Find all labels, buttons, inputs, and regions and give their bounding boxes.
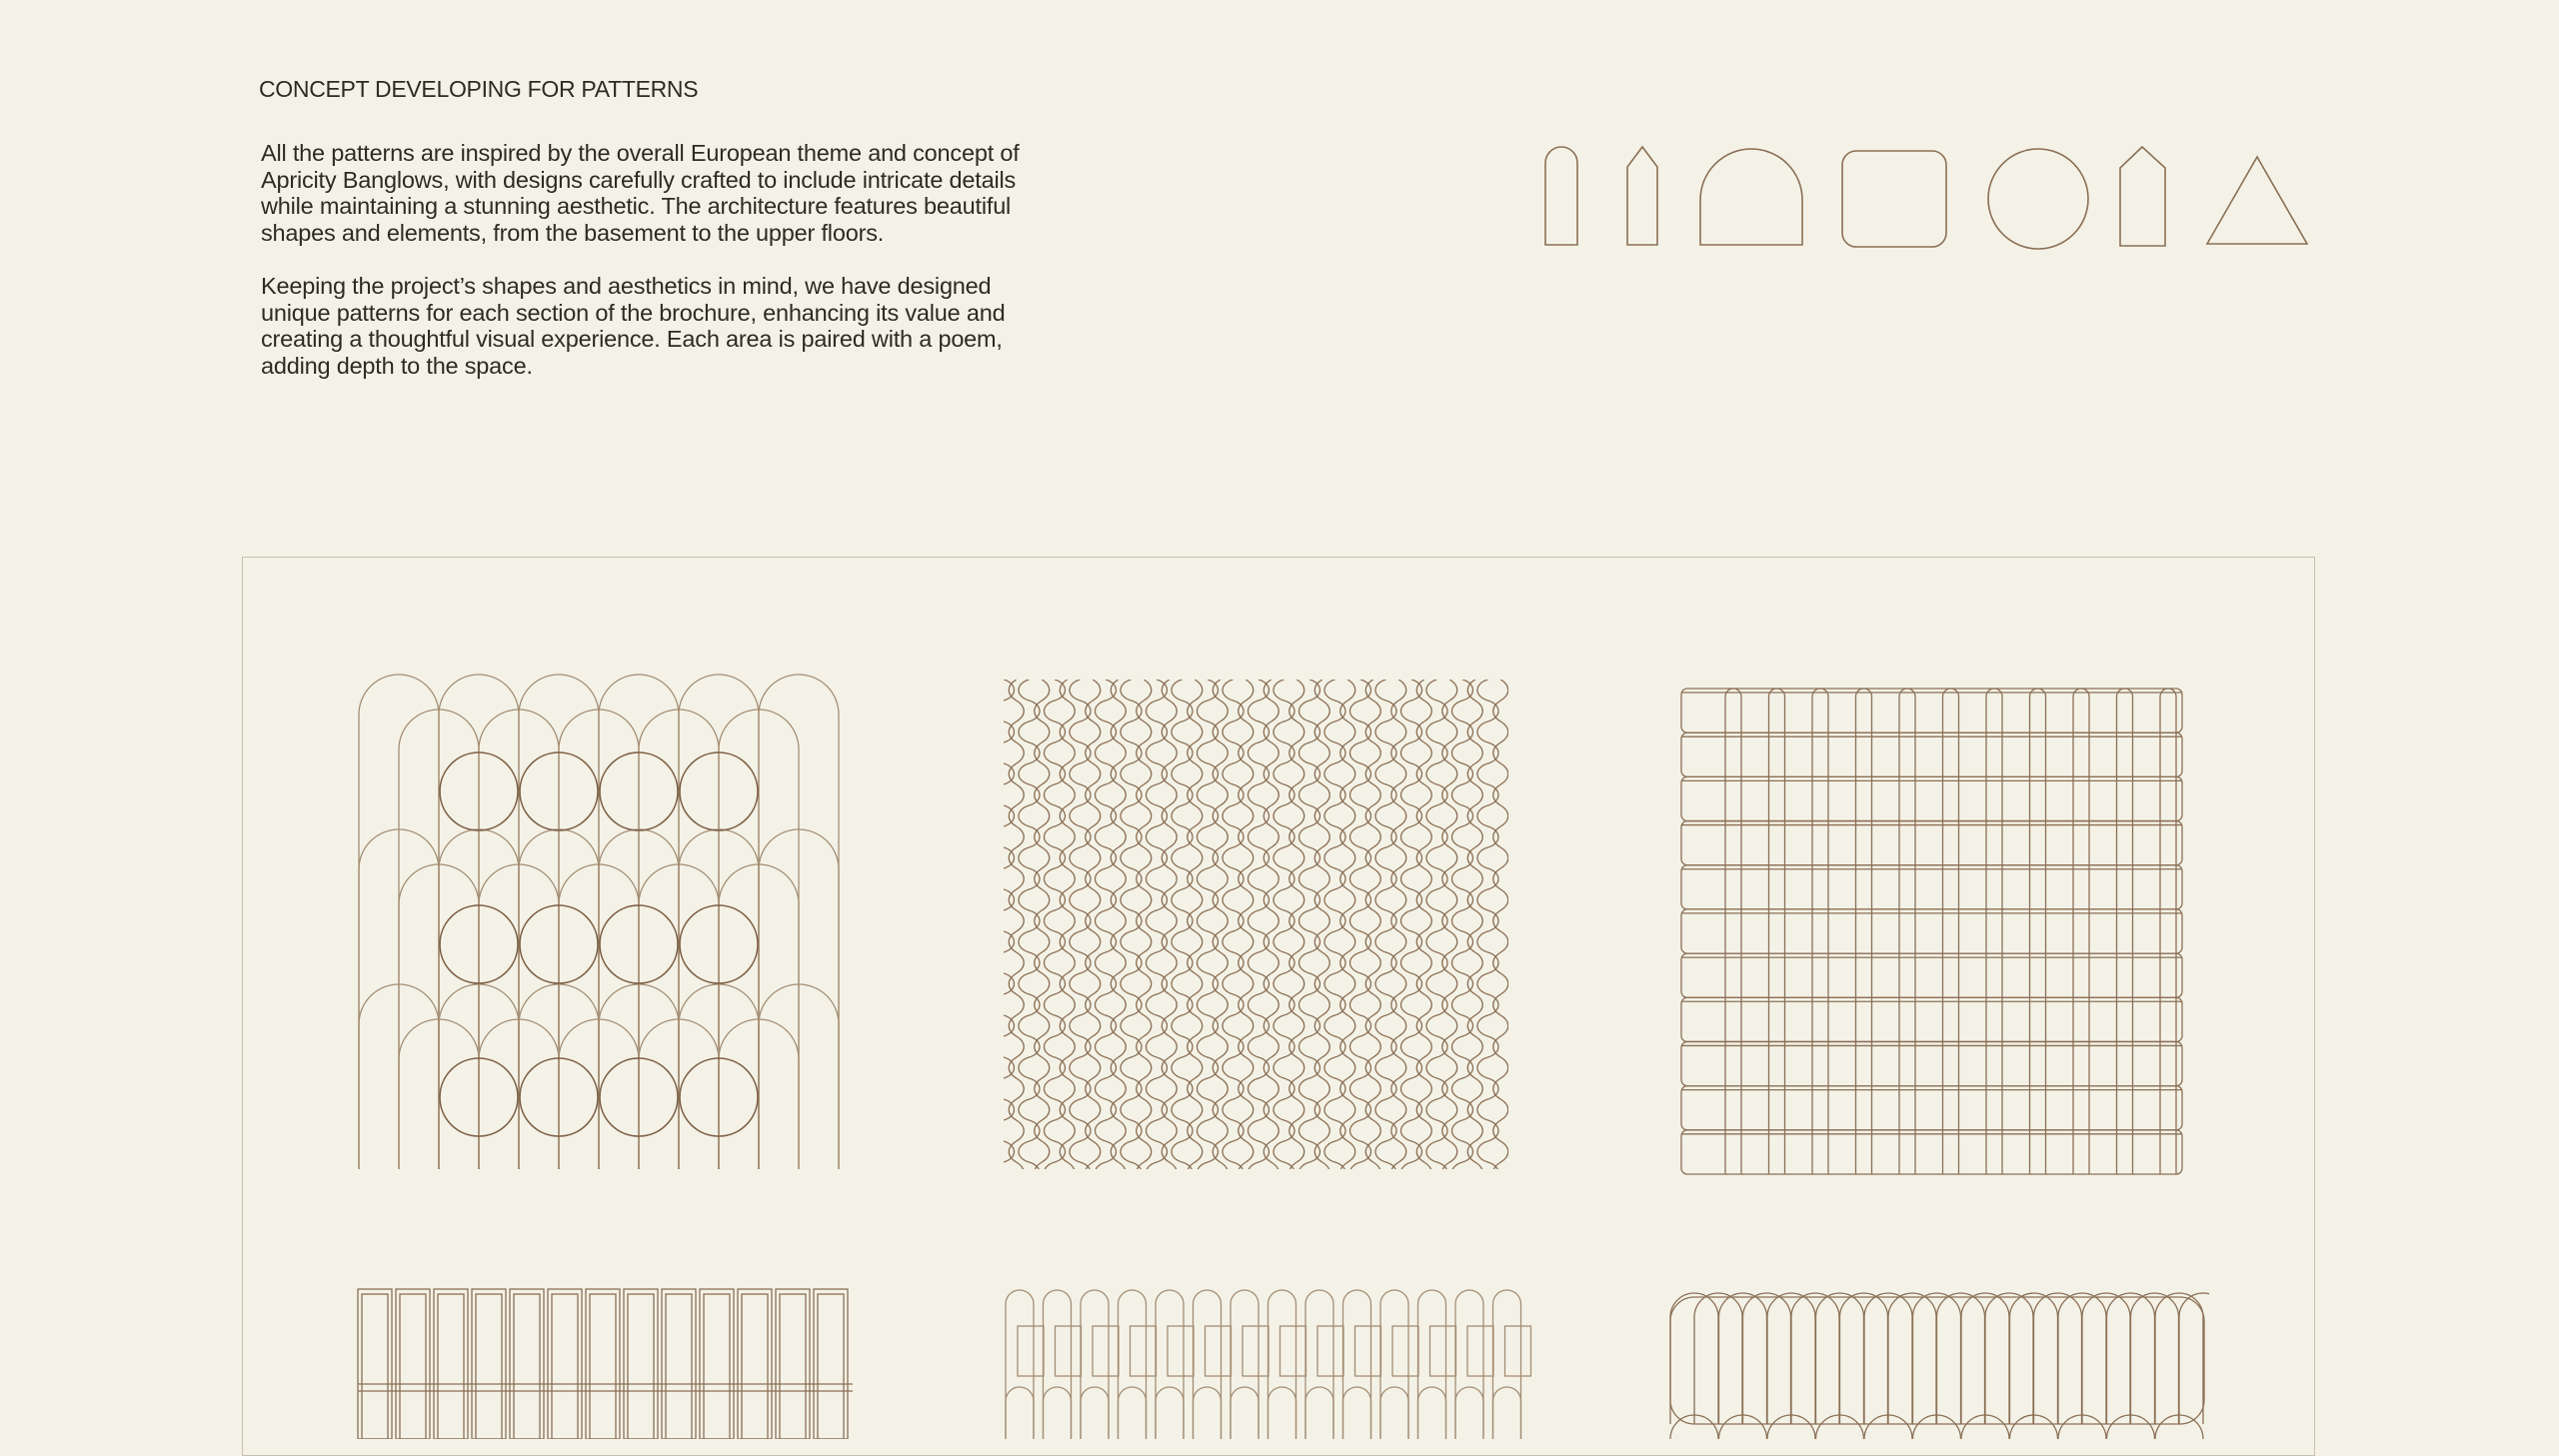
wide-arch-icon	[1700, 149, 1802, 245]
narrow-arch-icon	[1545, 147, 1577, 245]
wave-loop-pattern	[1000, 675, 1514, 1174]
arch-grid-pattern	[1674, 685, 2189, 1179]
interlocking-arch-pattern	[1000, 1284, 1539, 1439]
shape-row	[1539, 140, 2319, 260]
pointed-pillar-icon	[1627, 147, 1657, 245]
concept-paragraph: Keeping the project’s shapes and aesthetics in mind, we have designed unique patterns for each section of the brochure, enhancing its value and creating a thoughtful visual experience. Each area is paired with a poem, adding depth to the space.	[261, 273, 1006, 379]
triangle-icon	[2207, 157, 2307, 244]
column-grid-pattern	[355, 1284, 860, 1439]
rounded-square-icon	[1842, 151, 1946, 247]
house-pillar-icon	[2120, 147, 2165, 246]
intro-paragraph: All the patterns are inspired by the overall European theme and concept of Apricity Banglows, with designs carefully crafted to include intricate details while maintaining a stunning aesthetic. The architecture features beautiful shapes and elements, from the basement to the upper floors.	[261, 140, 1020, 246]
overlapping-arch-pattern	[1664, 1289, 2209, 1439]
circle-icon	[1988, 149, 2088, 249]
arch-circle-pattern	[355, 665, 845, 1174]
page-heading: CONCEPT DEVELOPING FOR PATTERNS	[259, 76, 699, 102]
